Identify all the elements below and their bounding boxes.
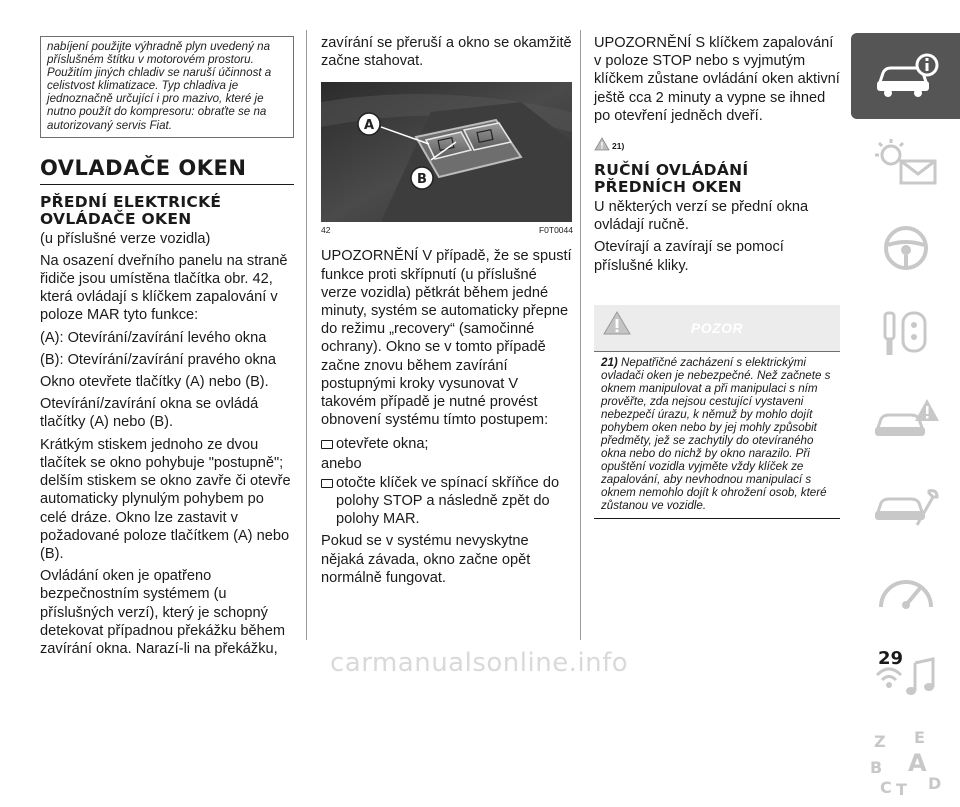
pozor-warning-box	[594, 305, 840, 519]
lights-mail-icon	[871, 137, 941, 187]
paragraph: Okno otevřete tlačítky (A) nebo (B).	[40, 374, 269, 391]
door-panel-illustration	[321, 82, 572, 222]
paragraph: UPOZORNĚNÍ V případě, že se spustí funkce proti skřípnutí (u příslušné verze vozidla) pětkrát během jedné minuty, systém se automaticky přepne do režimu „recovery“ (samočinné ochrany). Okno se v tomto případě začne znovu během zavírání postupnými kroky vysunovat V takovém případě je nutné provést obnovení systému tímto postupem:	[321, 248, 572, 429]
index-letters-icon	[866, 729, 946, 799]
bullet-item	[321, 474, 573, 529]
index-letter: B	[869, 758, 882, 777]
steering-wheel-icon	[871, 223, 941, 273]
key-fob-icon	[871, 309, 941, 359]
figure-caption	[321, 225, 573, 235]
paragraph: Otevírají a zavírají se pomocí příslušné kliky.	[594, 239, 784, 274]
column-divider	[306, 30, 307, 640]
page-number: 29	[878, 648, 904, 669]
warning-ref-number: 21)	[612, 141, 625, 152]
warning-triangle-icon	[594, 137, 610, 151]
wrench-car-icon	[871, 481, 941, 531]
sidebar-tab-car-info[interactable]	[851, 33, 960, 119]
pozor-body	[594, 351, 840, 518]
bullet-text: otočte klíček ve spínací skříňce do polohy STOP a následně zpět do polohy MAR.	[336, 474, 560, 528]
sidebar-tab-gauge[interactable]	[851, 549, 960, 635]
pozor-header	[594, 305, 840, 351]
paragraph: Na osazení dveřního panelu na straně řidiče jsou umístěna tlačítka obr. 42, která ovládají s klíčkem zapalování v poloze MAR tyto funkce:	[40, 252, 288, 324]
window-switch-photo	[321, 82, 572, 222]
sidebar-tab-steering[interactable]	[851, 205, 960, 291]
section-heading: OVLADAČE OKEN	[40, 156, 294, 185]
paragraph: zavírání se přeruší a okno se okamžitě začne stahovat.	[321, 35, 572, 70]
sidebar-tab-service[interactable]	[851, 463, 960, 549]
sidebar-tab-key[interactable]	[851, 291, 960, 377]
paragraph: (B): Otevírání/zavírání pravého okna	[40, 351, 277, 368]
callout-b: B	[417, 172, 427, 188]
paragraph: U některých verzí se přední okna ovládají ručně.	[594, 199, 809, 234]
sidebar-tab-lights-mail[interactable]	[851, 119, 960, 205]
paragraph: Pokud se v systému nevyskytne nějaká závada, okno začne opět normálně fungovat.	[321, 533, 531, 586]
bullet-square-icon	[321, 440, 333, 449]
warning-reference	[594, 137, 624, 151]
paragraph: (A): Otevírání/zavírání levého okna	[40, 329, 267, 346]
figure-number: 42	[321, 225, 331, 236]
column-right	[594, 0, 840, 519]
index-letter: T	[895, 780, 907, 799]
paragraph: Otevírání/zavírání okna se ovládá tlačítky (A) nebo (B).	[40, 396, 259, 431]
paragraph: Ovládání oken je opatřeno bezpečnostním systémem (u příslušných verzí), který je schopný detekovat případnou překážku během zavírání okna. Narazí-li na překážku,	[40, 568, 286, 657]
pozor-ref-number: 21)	[601, 355, 618, 369]
car-info-icon	[871, 51, 941, 101]
paragraph: UPOZORNĚNÍ S klíčkem zapalování v poloze STOP nebo s vyjmutým klíčkem zůstane ovládání oken aktivní ještě cca 2 minuty a vypne se ihned po otevření jedněch dveří.	[594, 35, 840, 124]
paragraph: (u příslušné verze vozidla)	[40, 230, 211, 247]
note-box: nabíjení použijte výhradně plyn uvedený na příslušném štítku v motorovém prostoru. Použitím jiných chladiv se naruší účinnost a celistvost klimatizace. Typ chladiva je jednoznačně určující i pro mazivo, které je nutno použít do kompresoru: obraťte se na autorizovaný servis Fiat.	[40, 36, 294, 138]
paragraph: anebo	[321, 455, 362, 472]
bullet-square-icon	[321, 479, 333, 488]
subsection-heading: PŘEDNÍ ELEKTRICKÉ OVLÁDAČE OKEN	[40, 192, 222, 228]
subsection-heading: RUČNÍ OVLÁDÁNÍ PŘEDNÍCH OKEN	[594, 161, 749, 197]
column-divider	[580, 30, 581, 640]
watermark: carmanualsonline.info	[330, 648, 629, 678]
index-letter: D	[927, 774, 941, 793]
chapter-sidebar	[851, 33, 960, 807]
index-letter: C	[879, 778, 892, 797]
index-letter: A	[907, 749, 927, 777]
callout-a: A	[363, 118, 375, 134]
sidebar-tab-index[interactable]	[851, 721, 960, 807]
sidebar-tab-media[interactable]	[851, 635, 960, 721]
warning-car-icon	[871, 395, 941, 445]
sidebar-tab-warning[interactable]	[851, 377, 960, 463]
index-letter: Z	[873, 732, 886, 751]
pozor-title: POZOR	[690, 319, 744, 336]
figure-code: F0T0044	[538, 225, 573, 236]
gauge-icon	[871, 567, 941, 617]
column-middle	[321, 0, 573, 587]
index-letter: E	[913, 728, 925, 747]
column-left	[40, 0, 294, 658]
pozor-text: Nepatřičné zacházení s elektrickými ovladači oken je nebezpečné. Než začnete s oknem manipulovat a při manipulaci s ním prověřte, zda nejsou cestující vystaveni nebezpečí úrazu, k němuž by mohlo dojít pohybem oken nebo by jej mohly způsobit předměty, jež se zachytily do otevíraného okna nebo do nichž by okno narazilo. Při opuštění vozidla vyjměte vždy klíček ze zapalování, aby nevhodnou manipulací s oknem nemohlo dojít k ohrožení osob, které zůstanou ve vozidle.	[601, 355, 831, 512]
bullet-text: otevřete okna;	[336, 436, 429, 453]
bullet-item	[321, 435, 573, 453]
paragraph: Krátkým stiskem jednoho ze dvou tlačítek se okno pohybuje "postupně"; delším stiskem se okno zavře či otevře automaticky plynulým pohybem po celé dráze. Okno lze zastavit v požadované poloze tlačítkem (A) nebo (B).	[40, 436, 291, 562]
